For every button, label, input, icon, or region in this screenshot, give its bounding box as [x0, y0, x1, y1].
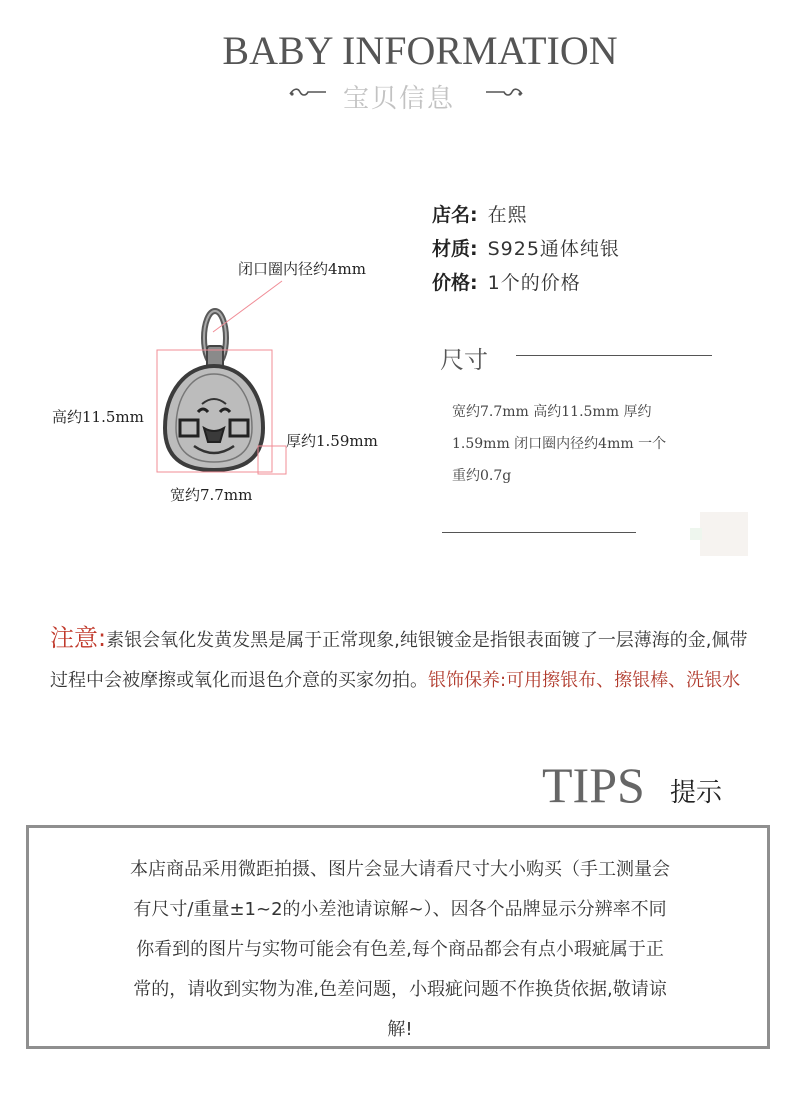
ring-leader-line	[213, 281, 282, 332]
tips-line: 有尺寸/重量±1~2的小差池请谅解~）、因各个品牌显示分辨率不同	[133, 899, 667, 920]
tips-title: TIPS	[542, 757, 645, 813]
width-label: 宽约7.7mm	[170, 486, 253, 504]
info-row-price	[432, 268, 581, 295]
tips-line: 你看到的图片与实物可能会有色差,每个商品都会有点小瑕疵属于正	[136, 939, 664, 960]
tips-title-cn: 提示	[670, 778, 723, 808]
info-row-material	[432, 234, 620, 261]
tips-box	[26, 825, 770, 1049]
info-row-shop	[432, 200, 528, 227]
note-text: 素银会氧化发黄发黑是属于正常现象,纯银镀金是指银表面镀了一层薄海的金,佩带过程中会被摩擦或氧化而退色介意的买家勿拍。	[50, 630, 748, 691]
page-title: BABY INFORMATION	[222, 28, 618, 73]
faint-decoration	[690, 528, 702, 540]
tips-line: 常的，请收到实物为准,色差问题，小瑕疵问题不作换货依据,敬请谅	[133, 979, 667, 1000]
size-divider	[516, 355, 712, 356]
info-value-material: S925通体纯银	[487, 238, 620, 260]
care-note	[50, 618, 762, 701]
info-value-price: 1个的价格	[487, 272, 581, 294]
subtitle-row	[280, 78, 530, 114]
size-line: 1.59mm 闭口圈内径约4mm 一个	[452, 436, 667, 452]
info-label-price: 价格:	[432, 272, 478, 294]
info-label-material: 材质:	[432, 238, 478, 260]
care-instructions: 银饰保养:可用擦银布、擦银棒、洗银水	[428, 670, 741, 691]
lower-divider	[442, 532, 636, 533]
ring-diameter-label: 闭口圈内径约4mm	[238, 260, 366, 278]
thickness-label: 厚约1.59mm	[286, 432, 378, 450]
pendant-body	[165, 366, 263, 470]
tips-line: 本店商品采用微距拍摄、图片会显大请看尺寸大小购买（手工测量会	[130, 859, 670, 880]
size-line: 宽约7.7mm 高约11.5mm 厚约	[452, 404, 652, 420]
info-value-shop: 在熙	[487, 204, 528, 226]
right-swirl-icon	[484, 86, 524, 100]
height-label: 高约11.5mm	[52, 408, 144, 426]
product-diagram	[0, 250, 430, 520]
page-subtitle: 宝贝信息	[342, 84, 455, 114]
size-description	[452, 396, 752, 492]
tips-body	[69, 850, 731, 1050]
info-label-shop: 店名:	[432, 204, 478, 226]
faint-decoration	[700, 512, 748, 556]
size-heading: 尺寸	[440, 346, 488, 374]
tips-line: 解!	[387, 1019, 413, 1040]
left-swirl-icon	[288, 86, 328, 100]
size-line: 重约0.7g	[452, 468, 512, 484]
note-label: 注意:	[50, 624, 107, 652]
